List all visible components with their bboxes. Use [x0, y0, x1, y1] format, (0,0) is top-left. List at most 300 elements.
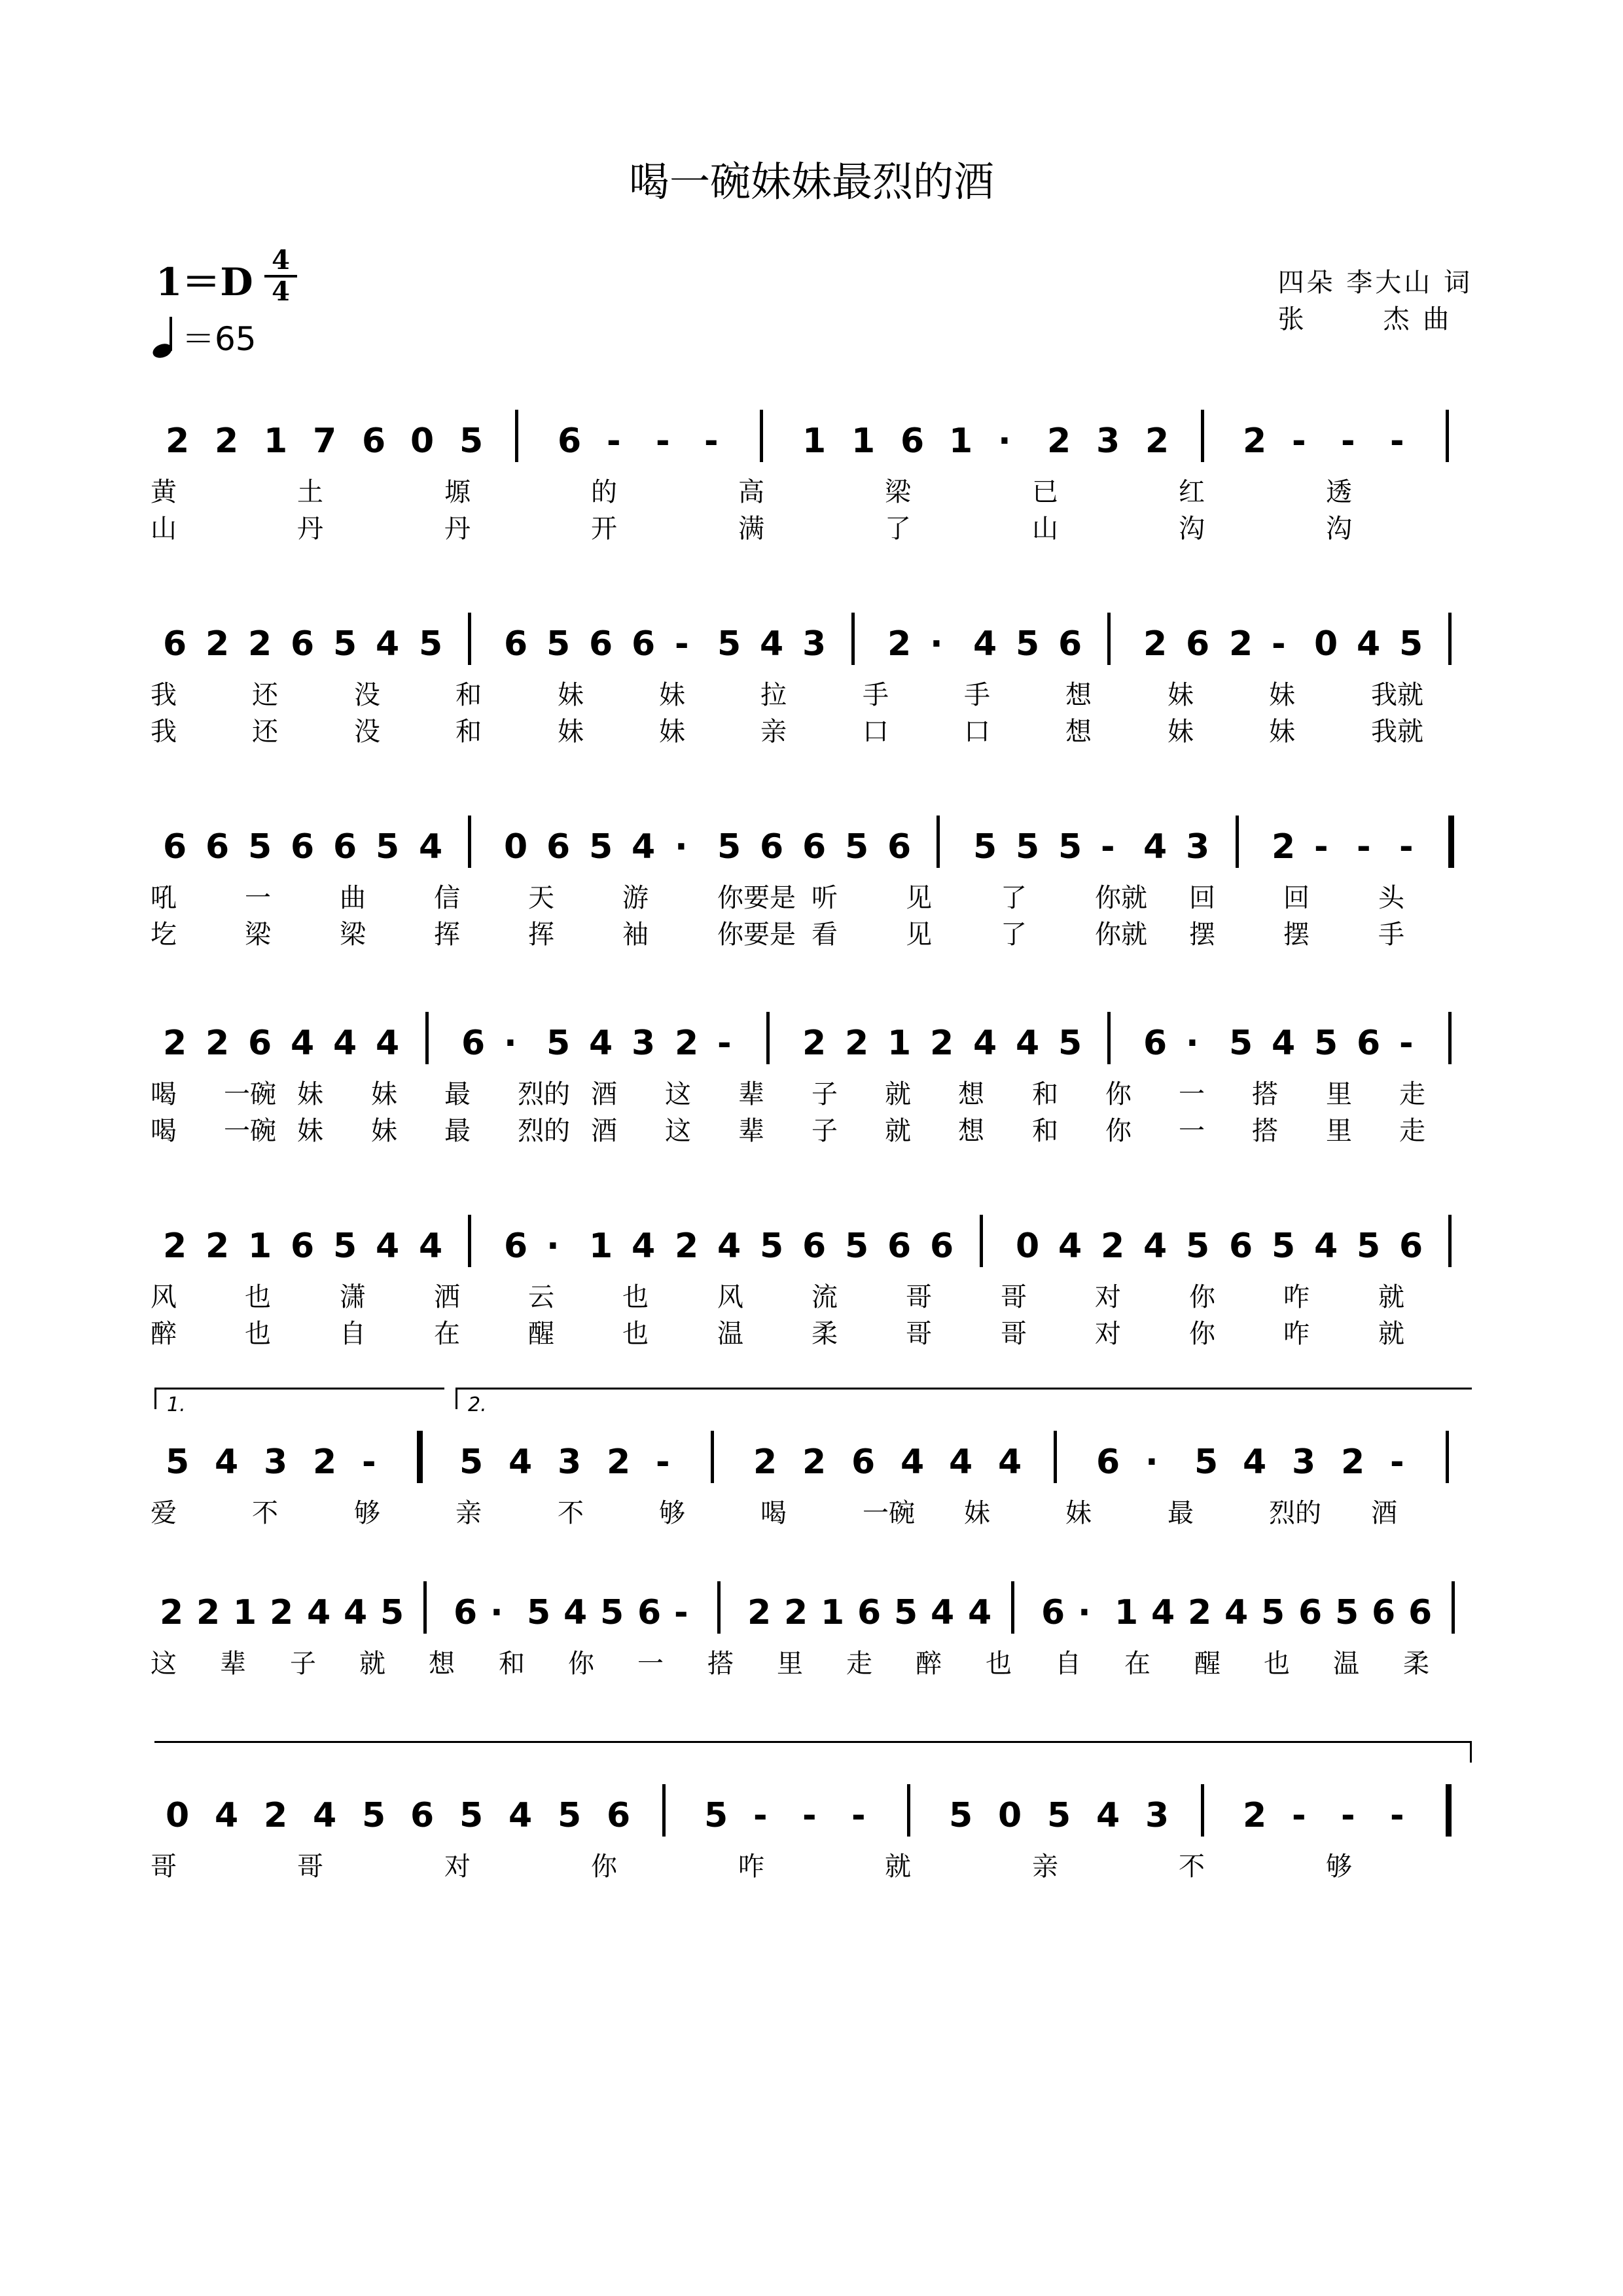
composer-credit: 张 杰 曲	[1277, 304, 1452, 334]
lyric-syllable: 你要是	[717, 883, 796, 913]
note: 5	[546, 1024, 571, 1063]
note: 4	[508, 1443, 533, 1482]
lyric-syllable: 也	[622, 1282, 649, 1312]
note: 6	[1143, 1024, 1168, 1063]
lyric-syllable: 搭	[1252, 1079, 1278, 1109]
note: 2	[675, 1227, 699, 1266]
lyric-syllable: 和	[499, 1649, 525, 1679]
note: 0	[504, 827, 528, 867]
note: 5	[949, 1796, 973, 1835]
barline	[980, 1215, 983, 1267]
note: 4	[998, 1443, 1022, 1482]
note: 5	[845, 1227, 869, 1266]
note: 1	[821, 1593, 845, 1632]
note: 5	[704, 1796, 728, 1835]
dash-hold: -	[607, 422, 621, 461]
dash-hold: -	[753, 1796, 768, 1835]
lyric-syllable: 梁	[885, 477, 911, 507]
dash-hold: -	[1314, 827, 1329, 867]
lyric-syllable: 手	[863, 680, 889, 710]
lyric-syllable: 你就	[1095, 920, 1147, 950]
lyric-syllable: 自	[340, 1319, 366, 1349]
lyric-syllable: 醉	[916, 1649, 942, 1679]
dot-augment: ·	[930, 624, 943, 664]
note: 5	[362, 1796, 386, 1835]
dash-hold: -	[1341, 422, 1355, 461]
barline	[1201, 1784, 1204, 1837]
note: 5	[717, 624, 741, 664]
note: 2	[313, 1443, 337, 1482]
note: 0	[166, 1796, 190, 1835]
note: 5	[333, 624, 357, 664]
barline	[468, 816, 471, 868]
lyric-syllable: 我	[151, 680, 177, 710]
note: 5	[589, 827, 613, 867]
lyric-syllable: 一	[1179, 1079, 1205, 1109]
lyric-syllable: 辈	[738, 1079, 764, 1109]
note: 6	[1372, 1593, 1396, 1632]
dash-hold: -	[1390, 1443, 1404, 1482]
note: 6	[1229, 1227, 1253, 1266]
note: 5	[459, 1443, 484, 1482]
lyric-syllable: 满	[738, 514, 764, 544]
lyric-syllable: 酒	[591, 1079, 617, 1109]
credits	[1278, 264, 1472, 338]
staff-row	[151, 1780, 1472, 1852]
note: 6	[1041, 1593, 1065, 1632]
dash-hold: -	[656, 422, 670, 461]
note: 2	[1243, 1796, 1267, 1835]
lyric-syllable: 妹	[964, 1498, 990, 1528]
lyric-syllable: 你	[1189, 1319, 1215, 1349]
quarter-note-icon	[152, 314, 182, 360]
note: 5	[1229, 1024, 1253, 1063]
dot-augment: ·	[504, 1024, 517, 1063]
note: 0	[410, 422, 435, 461]
lyric-syllable: 妹	[1168, 717, 1194, 747]
lyric-syllable: 土	[297, 477, 323, 507]
dot-augment: ·	[490, 1593, 503, 1632]
lyric-syllable: 一碗	[863, 1498, 915, 1528]
lyric-syllable: 温	[717, 1319, 743, 1349]
note: 6	[887, 1227, 912, 1266]
lyric-syllable: 了	[1001, 883, 1027, 913]
tempo-value: ＝65	[182, 320, 257, 358]
lyric-syllable: 想	[1065, 717, 1092, 747]
lyric-syllable: 醒	[1194, 1649, 1221, 1679]
lyric-syllable: 手	[1378, 920, 1404, 950]
note: 4	[632, 827, 656, 867]
dash-hold: -	[1390, 422, 1404, 461]
note: 4	[949, 1443, 973, 1482]
lyric-syllable: 这	[151, 1649, 177, 1679]
lyric-syllable: 圪	[151, 920, 177, 950]
lyric-syllable: 开	[591, 514, 617, 544]
note: 6	[1186, 624, 1210, 664]
note: 6	[1298, 1593, 1323, 1632]
lyric-syllable: 也	[245, 1319, 271, 1349]
dash-hold: -	[802, 1796, 817, 1835]
lyric-syllable: 酒	[1371, 1498, 1397, 1528]
lyric-syllable: 和	[455, 717, 482, 747]
note: 5	[333, 1227, 357, 1266]
note: 4	[632, 1227, 656, 1266]
note: 4	[1151, 1593, 1175, 1632]
note: 3	[802, 624, 827, 664]
lyric-syllable: 里	[1326, 1116, 1352, 1146]
note: 5	[459, 1796, 484, 1835]
lyric-syllable: 一	[1179, 1116, 1205, 1146]
lyric-syllable: 也	[1264, 1649, 1290, 1679]
lyric-syllable: 就	[1378, 1319, 1404, 1349]
lyric-syllable: 爱	[151, 1498, 177, 1528]
lyric-syllable: 回	[1189, 883, 1215, 913]
note: 6	[760, 827, 784, 867]
lyric-syllable: 信	[434, 883, 460, 913]
note: 2	[1101, 1227, 1125, 1266]
staff-row	[151, 1577, 1472, 1649]
lyric-syllable: 想	[1065, 680, 1092, 710]
lyric-syllable: 就	[885, 1852, 911, 1882]
note: 6	[632, 624, 656, 664]
note: 5	[1058, 1024, 1082, 1063]
note: 2	[196, 1593, 221, 1632]
lyric-syllable: 手	[964, 680, 990, 710]
time-signature-top: 4	[272, 245, 290, 276]
lyric-syllable: 和	[455, 680, 482, 710]
lyric-syllable: 风	[151, 1282, 177, 1312]
lyric-syllable: 回	[1283, 883, 1310, 913]
lyric-syllable: 你	[591, 1852, 617, 1882]
lyric-syllable: 没	[354, 717, 380, 747]
note: 2	[802, 1443, 827, 1482]
note: 4	[973, 1024, 997, 1063]
note: 6	[887, 827, 912, 867]
note: 5	[1335, 1593, 1359, 1632]
lyric-syllable: 口	[863, 717, 889, 747]
note: 4	[968, 1593, 992, 1632]
lyric-syllable: 子	[812, 1116, 838, 1146]
note: 0	[1016, 1227, 1040, 1266]
note: 4	[1314, 1227, 1338, 1266]
dash-hold: -	[656, 1443, 670, 1482]
lyric-syllable: 里	[777, 1649, 803, 1679]
note: 5	[166, 1443, 190, 1482]
lyric-syllable: 听	[812, 883, 838, 913]
lyric-syllable: 也	[245, 1282, 271, 1312]
lyric-syllable: 哥	[906, 1319, 932, 1349]
note: 4	[1143, 1227, 1168, 1266]
note: 5	[1399, 624, 1423, 664]
lyric-syllable: 你	[568, 1649, 594, 1679]
lyricist-credit: 四朵 李大山 词	[1277, 268, 1472, 298]
lyric-syllable: 咋	[738, 1852, 764, 1882]
note: 5	[845, 827, 869, 867]
repeat-barline	[1446, 1784, 1452, 1837]
note: 6	[163, 827, 187, 867]
dash-hold: -	[704, 422, 719, 461]
note: 2	[1341, 1443, 1365, 1482]
lyric-syllable: 想	[958, 1079, 984, 1109]
dash-hold: -	[1292, 1796, 1306, 1835]
note: 4	[333, 1024, 357, 1063]
note: 5	[380, 1593, 404, 1632]
barline	[468, 613, 471, 665]
note: 4	[419, 1227, 443, 1266]
note: 2	[753, 1443, 777, 1482]
lyric-syllable: 摆	[1189, 920, 1215, 950]
note: 4	[931, 1593, 955, 1632]
lyric-syllable: 哥	[1001, 1319, 1027, 1349]
note: 4	[1224, 1593, 1249, 1632]
lyric-syllable: 妹	[371, 1079, 397, 1109]
note: 2	[675, 1024, 699, 1063]
note: 5	[600, 1593, 624, 1632]
note: 2	[166, 422, 190, 461]
note: 1	[233, 1593, 257, 1632]
lyric-syllable: 烈的	[518, 1079, 570, 1109]
repeat-barline	[417, 1431, 423, 1483]
dash-hold: -	[1341, 1796, 1355, 1835]
lyric-syllable: 咋	[1283, 1319, 1310, 1349]
lyric-syllable: 挥	[434, 920, 460, 950]
lyric-syllable: 妹	[1269, 680, 1295, 710]
lyric-syllable: 妹	[371, 1116, 397, 1146]
lyric-syllable: 走	[1399, 1116, 1425, 1146]
tempo-marking	[152, 313, 257, 360]
lyric-syllable: 在	[1124, 1649, 1150, 1679]
barline	[1446, 410, 1449, 462]
lyric-syllable: 和	[1032, 1116, 1058, 1146]
staff-row	[151, 1211, 1472, 1283]
note: 3	[1186, 827, 1210, 867]
note: 6	[362, 422, 386, 461]
note: 4	[291, 1024, 315, 1063]
lyric-syllable: 亲	[455, 1498, 482, 1528]
note: 4	[760, 624, 784, 664]
lyric-syllable: 温	[1333, 1649, 1359, 1679]
lyric-syllable: 透	[1326, 477, 1352, 507]
lyric-syllable: 妹	[659, 717, 685, 747]
dash-hold: -	[1272, 624, 1286, 664]
barline	[1448, 1012, 1452, 1064]
lyric-syllable: 最	[444, 1079, 471, 1109]
dash-hold: -	[674, 1593, 688, 1632]
note: 5	[1261, 1593, 1285, 1632]
note: 5	[376, 827, 400, 867]
lyric-syllable: 柔	[812, 1319, 838, 1349]
barline	[1107, 613, 1111, 665]
note: 2	[270, 1593, 294, 1632]
lyric-syllable: 和	[1032, 1079, 1058, 1109]
note: 6	[857, 1593, 882, 1632]
lyric-syllable: 子	[290, 1649, 316, 1679]
lyric-syllable: 对	[1095, 1319, 1121, 1349]
lyric-syllable: 一碗	[224, 1116, 276, 1146]
note: 6	[558, 422, 582, 461]
note: 2	[845, 1024, 869, 1063]
lyric-syllable: 云	[528, 1282, 554, 1312]
note: 2	[163, 1024, 187, 1063]
note: 5	[1047, 1796, 1071, 1835]
lyric-syllable: 就	[359, 1649, 385, 1679]
note: 3	[1292, 1443, 1316, 1482]
note: 5	[1016, 624, 1040, 664]
note: 5	[459, 422, 484, 461]
lyric-syllable: 想	[958, 1116, 984, 1146]
lyric-syllable: 丹	[297, 514, 323, 544]
note: 2	[1272, 827, 1296, 867]
lyric-syllable: 妹	[297, 1116, 323, 1146]
lyric-syllable: 这	[665, 1116, 691, 1146]
song-title: 喝一碗妹妹最烈的酒	[628, 158, 994, 206]
lyric-syllable: 亲	[1032, 1852, 1058, 1882]
note: 6	[504, 624, 528, 664]
barline	[1201, 410, 1204, 462]
dot-augment: ·	[675, 827, 688, 867]
lyric-syllable: 对	[1095, 1282, 1121, 1312]
lyric-syllable: 烈的	[518, 1116, 570, 1146]
note: 5	[1186, 1227, 1210, 1266]
lyric-syllable: 里	[1326, 1079, 1352, 1109]
lyric-syllable: 高	[738, 477, 764, 507]
note: 6	[461, 1024, 486, 1063]
lyric-syllable: 你要是	[717, 920, 796, 950]
lyric-syllable: 你	[1105, 1079, 1132, 1109]
lyric-syllable: 不	[558, 1498, 584, 1528]
note: 4	[307, 1593, 331, 1632]
note: 6	[607, 1796, 631, 1835]
note: 6	[410, 1796, 435, 1835]
note: 5	[1058, 827, 1082, 867]
lyric-syllable: 游	[622, 883, 649, 913]
lyric-syllable: 喝	[760, 1498, 787, 1528]
dash-hold: -	[1101, 827, 1115, 867]
note: 6	[930, 1227, 954, 1266]
lyric-syllable: 喝	[151, 1079, 177, 1109]
note: 6	[1408, 1593, 1433, 1632]
note: 5	[546, 624, 571, 664]
note: 4	[717, 1227, 741, 1266]
barline	[1107, 1012, 1111, 1064]
lyric-syllable: 搭	[1252, 1116, 1278, 1146]
note: 2	[1143, 624, 1168, 664]
note: 6	[291, 624, 315, 664]
note: 6	[163, 624, 187, 664]
barline	[1448, 1215, 1452, 1267]
barline	[766, 1012, 770, 1064]
lyric-syllable: 拉	[760, 680, 787, 710]
lyric-syllable: 一碗	[224, 1079, 276, 1109]
lyric-syllable: 一	[637, 1649, 664, 1679]
lyric-syllable: 就	[885, 1116, 911, 1146]
barline	[907, 1784, 910, 1837]
lyric-syllable: 搭	[707, 1649, 734, 1679]
lyric-syllable: 妹	[558, 717, 584, 747]
note: 2	[887, 624, 912, 664]
note: 1	[589, 1227, 613, 1266]
barline	[711, 1431, 714, 1483]
note: 6	[291, 1227, 315, 1266]
dot-augment: ·	[998, 422, 1011, 461]
lyric-syllable: 不	[252, 1498, 278, 1528]
lyric-syllable: 你	[1105, 1116, 1132, 1146]
note: 2	[215, 422, 239, 461]
lyric-syllable: 红	[1179, 477, 1205, 507]
note: 2	[1047, 422, 1071, 461]
staff-row	[151, 812, 1472, 884]
lyric-syllable: 见	[906, 883, 932, 913]
lyric-syllable: 也	[622, 1319, 649, 1349]
dot-augment: ·	[546, 1227, 560, 1266]
lyric-syllable: 够	[1326, 1852, 1352, 1882]
dash-hold: -	[1399, 827, 1414, 867]
note: 2	[1188, 1593, 1212, 1632]
barline	[1452, 1581, 1455, 1634]
final-system-bracket	[154, 1741, 1472, 1763]
lyric-syllable: 在	[434, 1319, 460, 1349]
lyric-syllable: 辈	[738, 1116, 764, 1146]
note: 2	[1229, 624, 1253, 664]
staff-row	[151, 1427, 1472, 1499]
note: 6	[589, 624, 613, 664]
lyric-syllable: 丹	[444, 514, 471, 544]
note: 1	[851, 422, 876, 461]
note: 2	[802, 1024, 827, 1063]
lyric-syllable: 摆	[1283, 920, 1310, 950]
lyric-syllable: 塬	[444, 477, 471, 507]
note: 5	[558, 1796, 582, 1835]
note: 3	[558, 1443, 582, 1482]
note: 5	[760, 1227, 784, 1266]
note: 6	[248, 1024, 272, 1063]
note: 2	[160, 1593, 184, 1632]
note: 4	[973, 624, 997, 664]
note: 1	[802, 422, 827, 461]
dash-hold: -	[1399, 1024, 1414, 1063]
lyric-syllable: 酒	[591, 1116, 617, 1146]
lyric-syllable: 梁	[245, 920, 271, 950]
note: 4	[215, 1796, 239, 1835]
lyric-syllable: 辈	[220, 1649, 246, 1679]
volta-first-ending	[154, 1388, 444, 1416]
lyric-syllable: 天	[528, 883, 554, 913]
lyric-syllable: 咋	[1283, 1282, 1310, 1312]
lyric-syllable: 梁	[340, 920, 366, 950]
note: 1	[887, 1024, 912, 1063]
note: 2	[607, 1443, 631, 1482]
note: 4	[1272, 1024, 1296, 1063]
lyric-syllable: 挥	[528, 920, 554, 950]
lyric-syllable: 也	[986, 1649, 1012, 1679]
note: 3	[264, 1443, 288, 1482]
dash-hold: -	[675, 624, 689, 664]
lyric-syllable: 我就	[1371, 680, 1423, 710]
lyric-syllable: 沟	[1179, 514, 1205, 544]
lyric-syllable: 走	[1399, 1079, 1425, 1109]
barline	[717, 1581, 721, 1634]
note: 5	[1314, 1024, 1338, 1063]
lyric-syllable: 就	[1378, 1282, 1404, 1312]
lyric-syllable: 子	[812, 1079, 838, 1109]
note: 2	[205, 624, 230, 664]
note: 4	[215, 1443, 239, 1482]
lyric-syllable: 了	[1001, 920, 1027, 950]
lyric-syllable: 醒	[528, 1319, 554, 1349]
lyric-syllable: 没	[354, 680, 380, 710]
lyric-syllable: 流	[812, 1282, 838, 1312]
lyric-syllable: 自	[1055, 1649, 1081, 1679]
